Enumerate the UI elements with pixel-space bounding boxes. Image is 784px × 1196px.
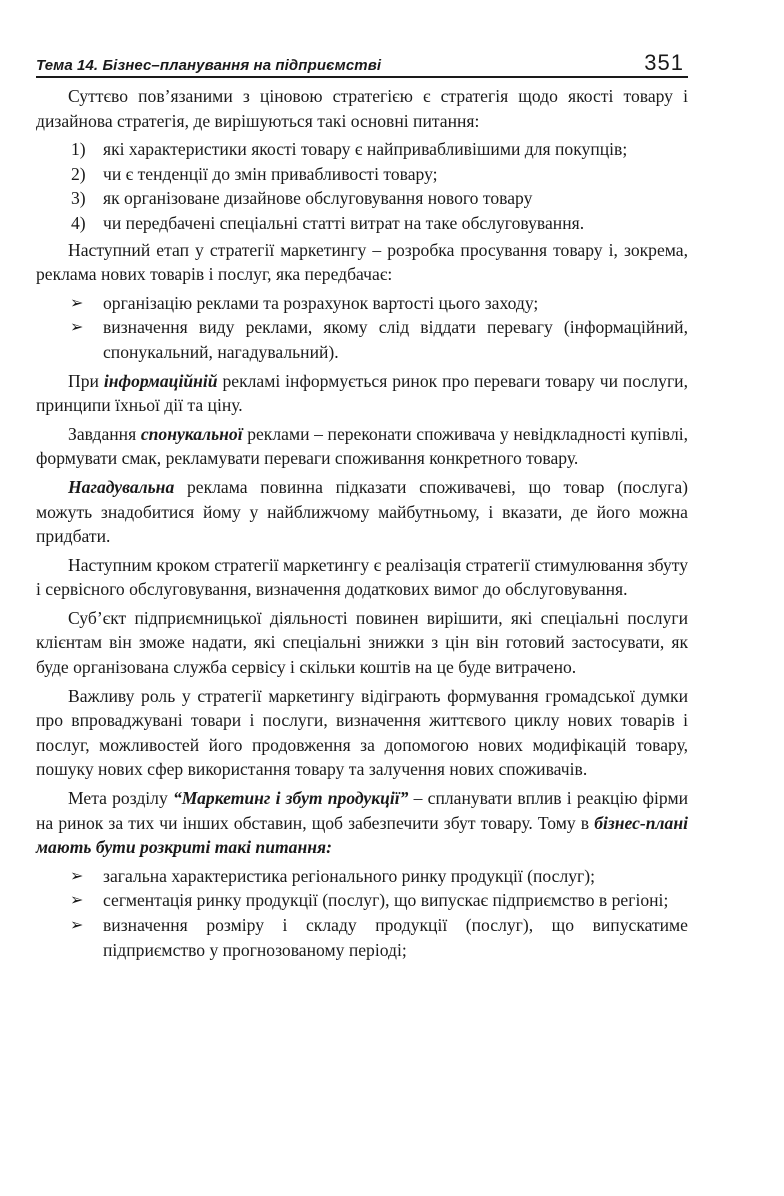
list-number: 1) xyxy=(71,139,86,160)
paragraph-9 xyxy=(36,786,688,860)
list-item xyxy=(36,315,688,364)
paragraph-5 xyxy=(36,475,688,549)
list-item xyxy=(36,137,688,162)
text-run: Мета розділу xyxy=(68,788,173,809)
arrow-bullet-icon: ➢ xyxy=(70,890,84,910)
list-item-text: загальна характеристика регіонального ринку продукції (послуг); xyxy=(103,865,596,886)
arrow-bullet-icon: ➢ xyxy=(70,865,84,885)
arrow-bullet-icon: ➢ xyxy=(70,915,84,934)
list-item-text: визначення виду реклами, якому слід віддати перевагу (інформаційний, спонукальний, нагадувальний). xyxy=(103,317,688,362)
emphasis: “Маркетинг і збут продукції” xyxy=(172,788,409,809)
emphasis: спонукальної xyxy=(140,423,243,444)
emphasis: Нагадувальна xyxy=(68,476,175,497)
emphasis: бізнес-плані мають бути розкриті такі питання: xyxy=(36,812,688,858)
page-number: 351 xyxy=(644,50,684,75)
paragraph-1: Суттєво пов’язаними з ціновою стратегією є стратегія щодо якості товару і дизайнова стратегія, де вирішуються такі основні питання: xyxy=(36,86,688,131)
paragraph-2: Наступний етап у стратегії маркетингу – розробка просування товару і, зокрема, реклама нових товарів і послуг, яка передбачає: xyxy=(36,239,688,285)
list-item xyxy=(36,291,688,316)
text-run: рекламі інформується ринок про переваги товару чи послуги, принципи їхньої дії та ціну. xyxy=(36,370,688,416)
text-run: Завдання xyxy=(68,423,141,444)
list-item-text: організацію реклами та розрахунок вартості цього заходу; xyxy=(103,292,539,313)
list-item-text: сегментація ринку продукції (послуг), що випускає підприємство в регіоні; xyxy=(103,890,669,911)
paragraph-8: Важливу роль у стратегії маркетингу відіграють формування громадської думки про впроваджувані товари і послуги, визначення життєвого циклу нових товарів і послуг, можливостей його продовження за допомогою нових модифікацій товару, пошуку нових сфер використання товару та залучення нових споживачів. xyxy=(36,685,688,780)
paragraph-6: Наступним кроком стратегії маркетингу є реалізація стратегії стимулювання збуту і сервісного обслуговування, визначення додаткових вимог до обслуговування. xyxy=(36,554,688,600)
text-run: реклама повинна підказати споживачеві, що товар (послуга) можуть знадобитися йому у найближчому майбутньому, і вказати, де його можна придбати. xyxy=(36,476,688,547)
emphasis: інформаційній xyxy=(103,370,218,391)
list-number: 2) xyxy=(71,163,86,184)
bullet-list-2 xyxy=(36,864,688,962)
list-item-text: як організоване дизайнове обслуговування нового товару xyxy=(103,188,533,209)
list-item xyxy=(36,186,688,211)
list-item-text: чи передбачені спеціальні статті витрат на таке обслуговування. xyxy=(103,212,585,233)
paragraph-3 xyxy=(36,369,688,418)
text-run: – спланувати вплив і реакцію фірми на ринок за тих чи інших обставин, щоб забезпечити збут товару. Тому в xyxy=(36,788,689,833)
arrow-bullet-icon: ➢ xyxy=(70,292,84,312)
list-item xyxy=(36,162,688,187)
paragraph-4 xyxy=(36,422,688,471)
list-item xyxy=(36,864,688,889)
running-title: Тема 14. Бізнес–планування на підприємстві xyxy=(36,57,382,74)
list-number: 3) xyxy=(71,188,86,209)
list-item xyxy=(36,211,688,236)
list-item xyxy=(36,913,688,962)
bullet-list-1 xyxy=(36,291,688,365)
list-item-text: чи є тенденції до змін привабливості товару; xyxy=(103,163,438,184)
list-item-text: які характеристики якості товару є найпривабливішими для покупців; xyxy=(103,139,628,160)
list-item xyxy=(36,888,688,913)
list-item-text: визначення розміру і складу продукції (послуг), що випускатиме підприємство у прогнозованому періоді; xyxy=(103,915,688,960)
arrow-bullet-icon: ➢ xyxy=(70,317,84,337)
list-number: 4) xyxy=(71,212,86,233)
text-run: При xyxy=(68,370,104,391)
paragraph-7: Суб’єкт підприємницької діяльності повинен вирішити, які спеціальні послуги клієнтам він зможе надати, які спеціальні знижки з цін він готовий застосувати, як буде організована служба сервісу і скільки коштів на це буде витрачено. xyxy=(36,607,688,678)
text-run: реклами – переконати споживача у невідкладності купівлі, формувати смак, рекламувати переваги споживання конкретного товару. xyxy=(36,423,689,469)
numbered-list xyxy=(36,137,688,235)
page-header xyxy=(36,50,688,78)
page-body xyxy=(36,84,688,966)
